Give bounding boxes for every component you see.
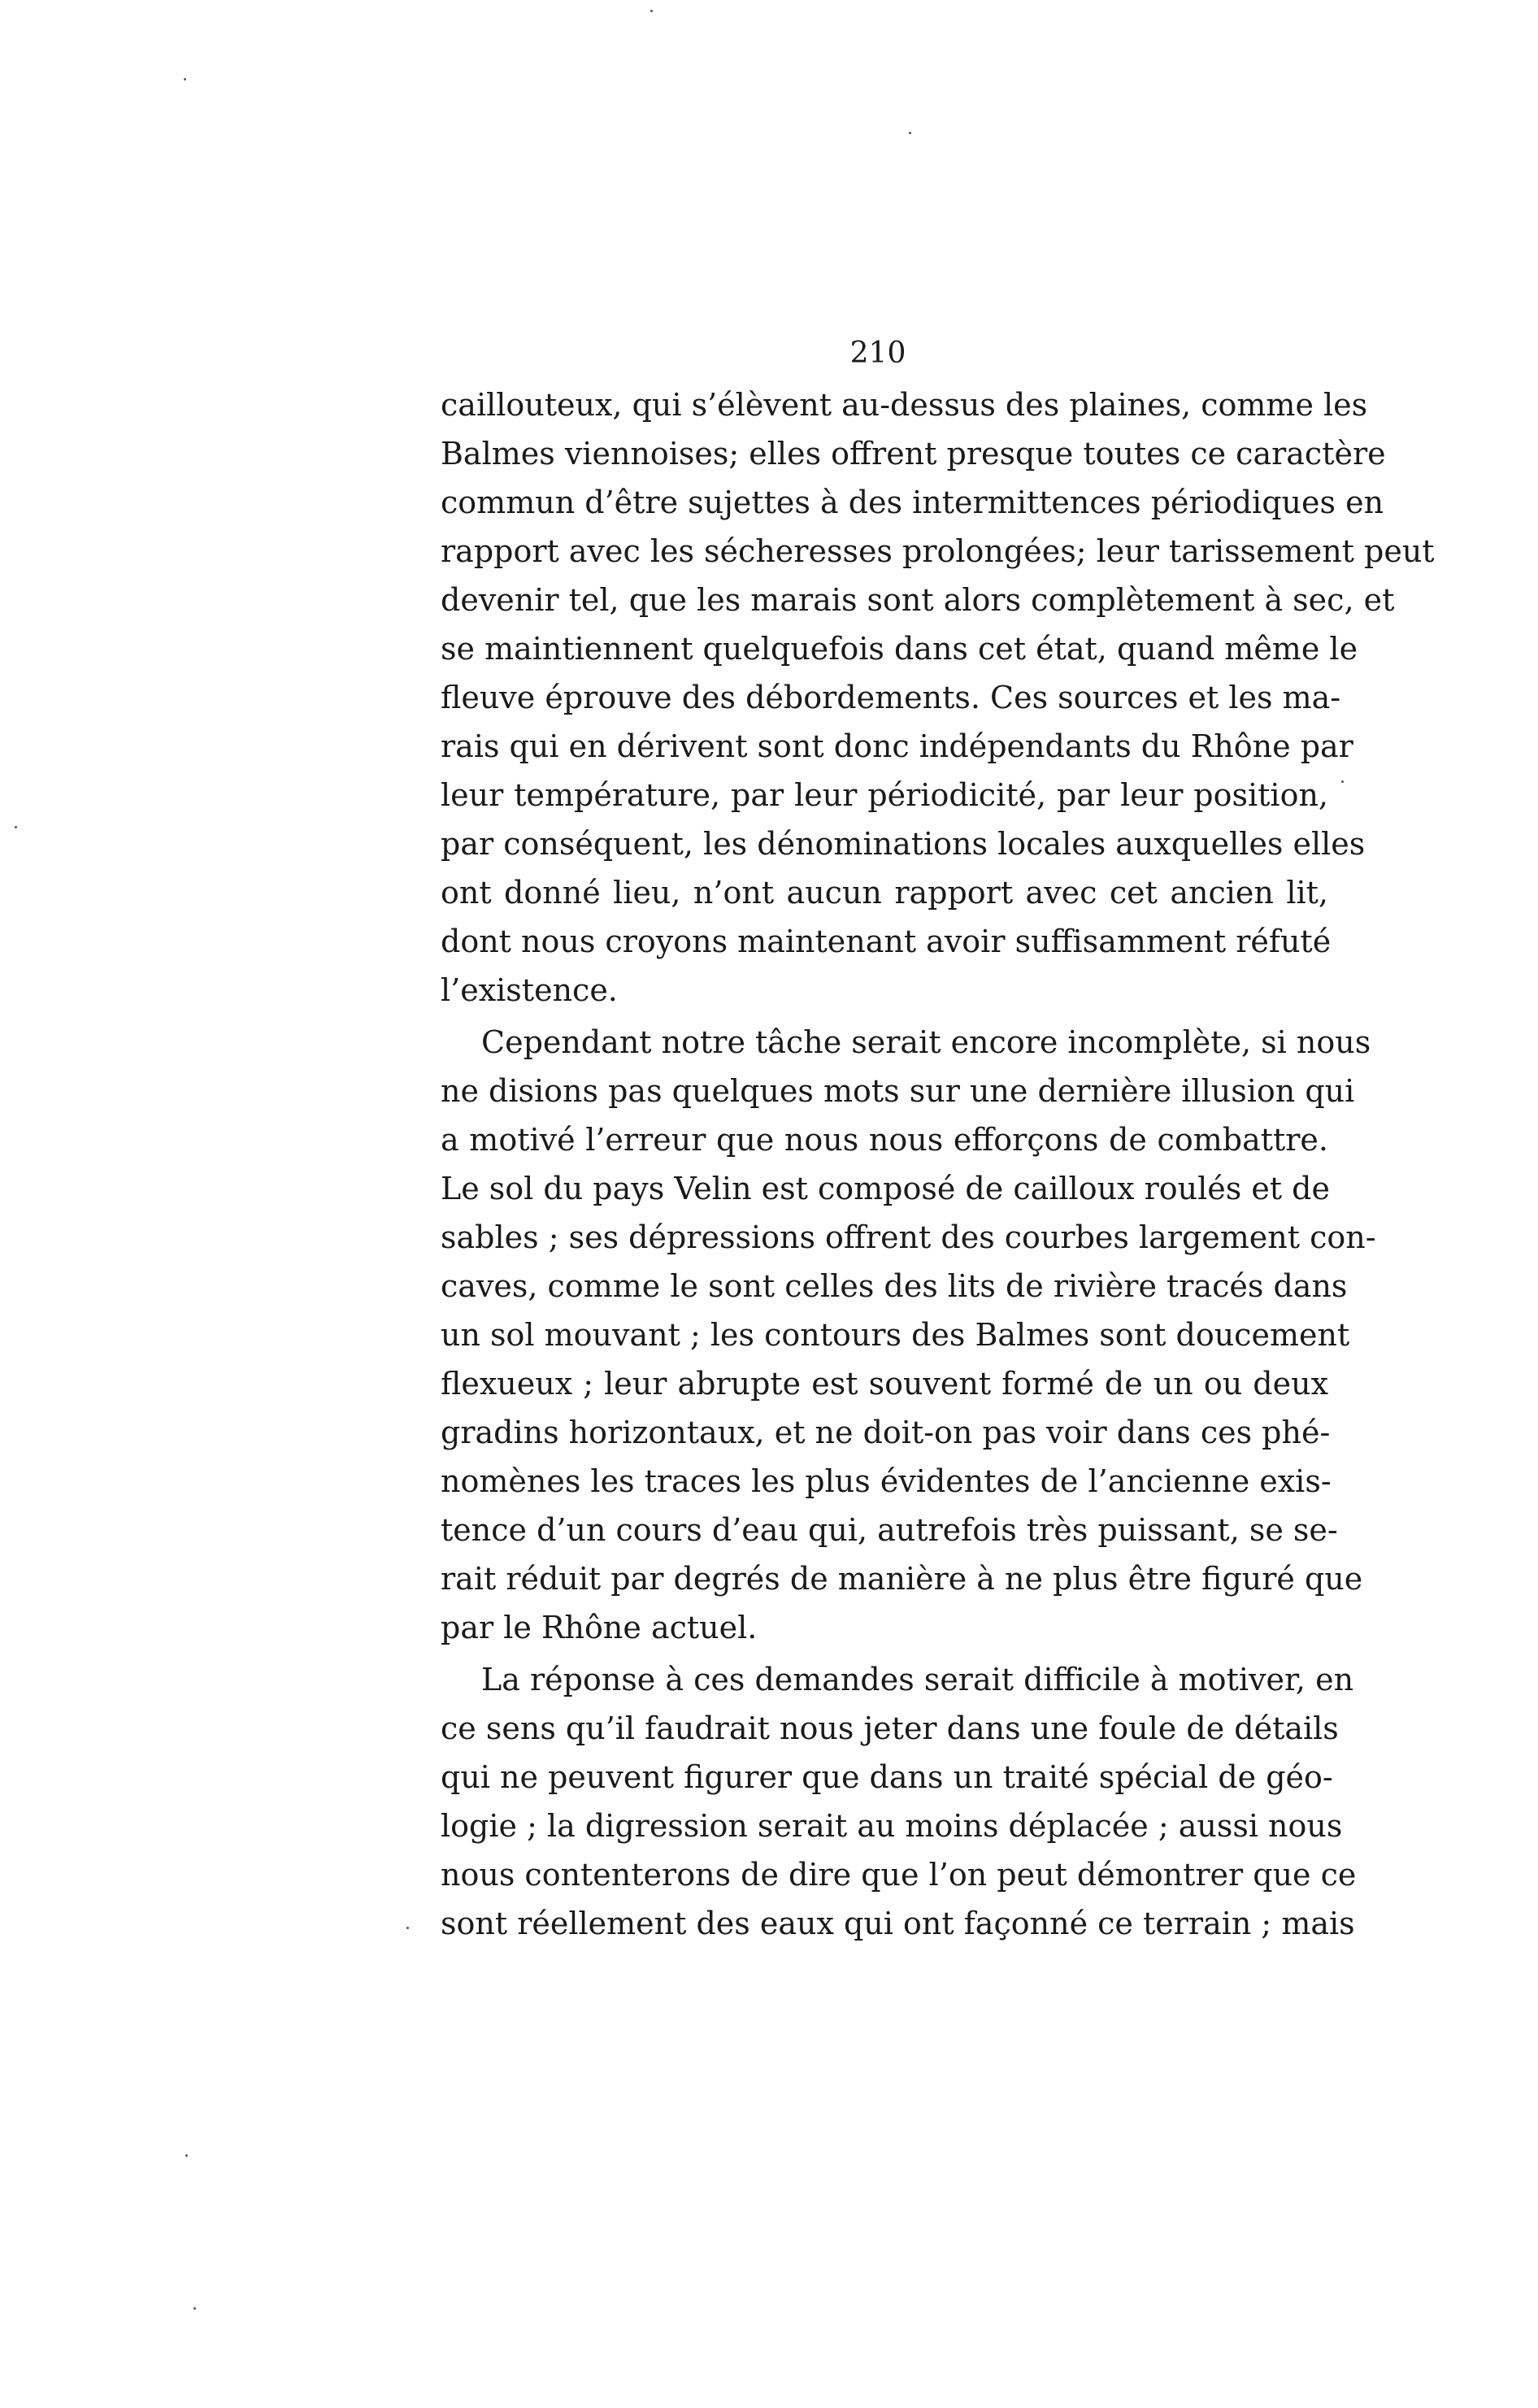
text-line: logie ; la digression serait au moins déplacée ; aussi nous: [441, 1808, 1343, 1844]
text-line: devenir tel, que les marais sont alors complètement à sec, et: [441, 582, 1395, 618]
paragraph-2: [441, 1018, 1376, 1652]
text-line: sont réellement des eaux qui ont façonné ce terrain ; mais: [441, 1906, 1355, 1941]
scan-speck: [909, 132, 911, 134]
text-line: Balmes viennoises; elles offrent presque toutes ce caractère: [441, 436, 1386, 472]
text-line: qui ne peuvent figurer que dans un traité spécial de géo-: [441, 1759, 1333, 1795]
text-line: par le Rhône actuel.: [441, 1610, 758, 1645]
page-number: 210: [849, 337, 906, 370]
text-line: nomènes les traces les plus évidentes de l’ancienne exis-: [441, 1463, 1332, 1499]
text-line: a motivé l’erreur que nous nous efforçons de combattre.: [441, 1122, 1328, 1158]
text-line: La réponse à ces demandes serait difficile à motiver, en: [481, 1662, 1354, 1697]
scan-speck: [15, 826, 17, 828]
text-line: commun d’être sujettes à des intermittences périodiques en: [441, 485, 1384, 520]
text-line: tence d’un cours d’eau qui, autrefois très puissant, se se-: [441, 1512, 1338, 1548]
scan-speck: [650, 10, 653, 12]
scan-speck: [185, 2154, 188, 2157]
scan-speck: [193, 2307, 196, 2310]
text-line: un sol mouvant ; les contours des Balmes sont doucement: [441, 1317, 1350, 1353]
text-line: rais qui en dérivent sont donc indépendants du Rhône par: [441, 728, 1353, 764]
text-line: caillouteux, qui s’élèvent au-dessus des plaines, comme les: [441, 387, 1368, 423]
scan-speck: [1341, 780, 1344, 783]
scan-speck: [406, 1927, 409, 1929]
scan-speck: [184, 78, 186, 80]
text-line: gradins horizontaux, et ne doit-on pas voir dans ces phé-: [441, 1415, 1331, 1450]
text-line: Cependant notre tâche serait encore incomplète, si nous: [481, 1024, 1371, 1060]
text-line: sables ; ses dépressions offrent des courbes largement con-: [441, 1219, 1376, 1255]
text-line: l’existence.: [441, 972, 618, 1008]
text-line: rapport avec les sécheresses prolongées; leur tarissement peut: [441, 533, 1435, 569]
body-text: [441, 380, 1435, 1948]
text-line: ont donné lieu, n’ont aucun rapport avec cet ancien lit,: [441, 875, 1328, 911]
text-line: fleuve éprouve des débordements. Ces sources et les ma-: [441, 680, 1341, 715]
text-line: caves, comme le sont celles des lits de rivière tracés dans: [441, 1268, 1348, 1304]
text-line: ne disions pas quelques mots sur une dernière illusion qui: [441, 1073, 1355, 1109]
text-line: flexueux ; leur abrupte est souvent formé de un ou deux: [441, 1366, 1328, 1402]
text-line: leur température, par leur périodicité, par leur position,: [441, 777, 1328, 813]
text-line: par conséquent, les dénominations locales auxquelles elles: [441, 826, 1366, 862]
paragraph-1: [441, 380, 1435, 1015]
paragraph-3: [441, 1655, 1357, 1948]
text-line: dont nous croyons maintenant avoir suffisamment réfuté: [441, 924, 1332, 959]
text-line: Le sol du pays Velin est composé de cailloux roulés et de: [441, 1171, 1330, 1206]
text-line: nous contenterons de dire que l’on peut démontrer que ce: [441, 1857, 1357, 1893]
text-line: se maintiennent quelquefois dans cet état, quand même le: [441, 631, 1358, 667]
text-line: rait réduit par degrés de manière à ne plus être figuré que: [441, 1561, 1363, 1597]
text-line: ce sens qu’il faudrait nous jeter dans une foule de détails: [441, 1710, 1339, 1746]
